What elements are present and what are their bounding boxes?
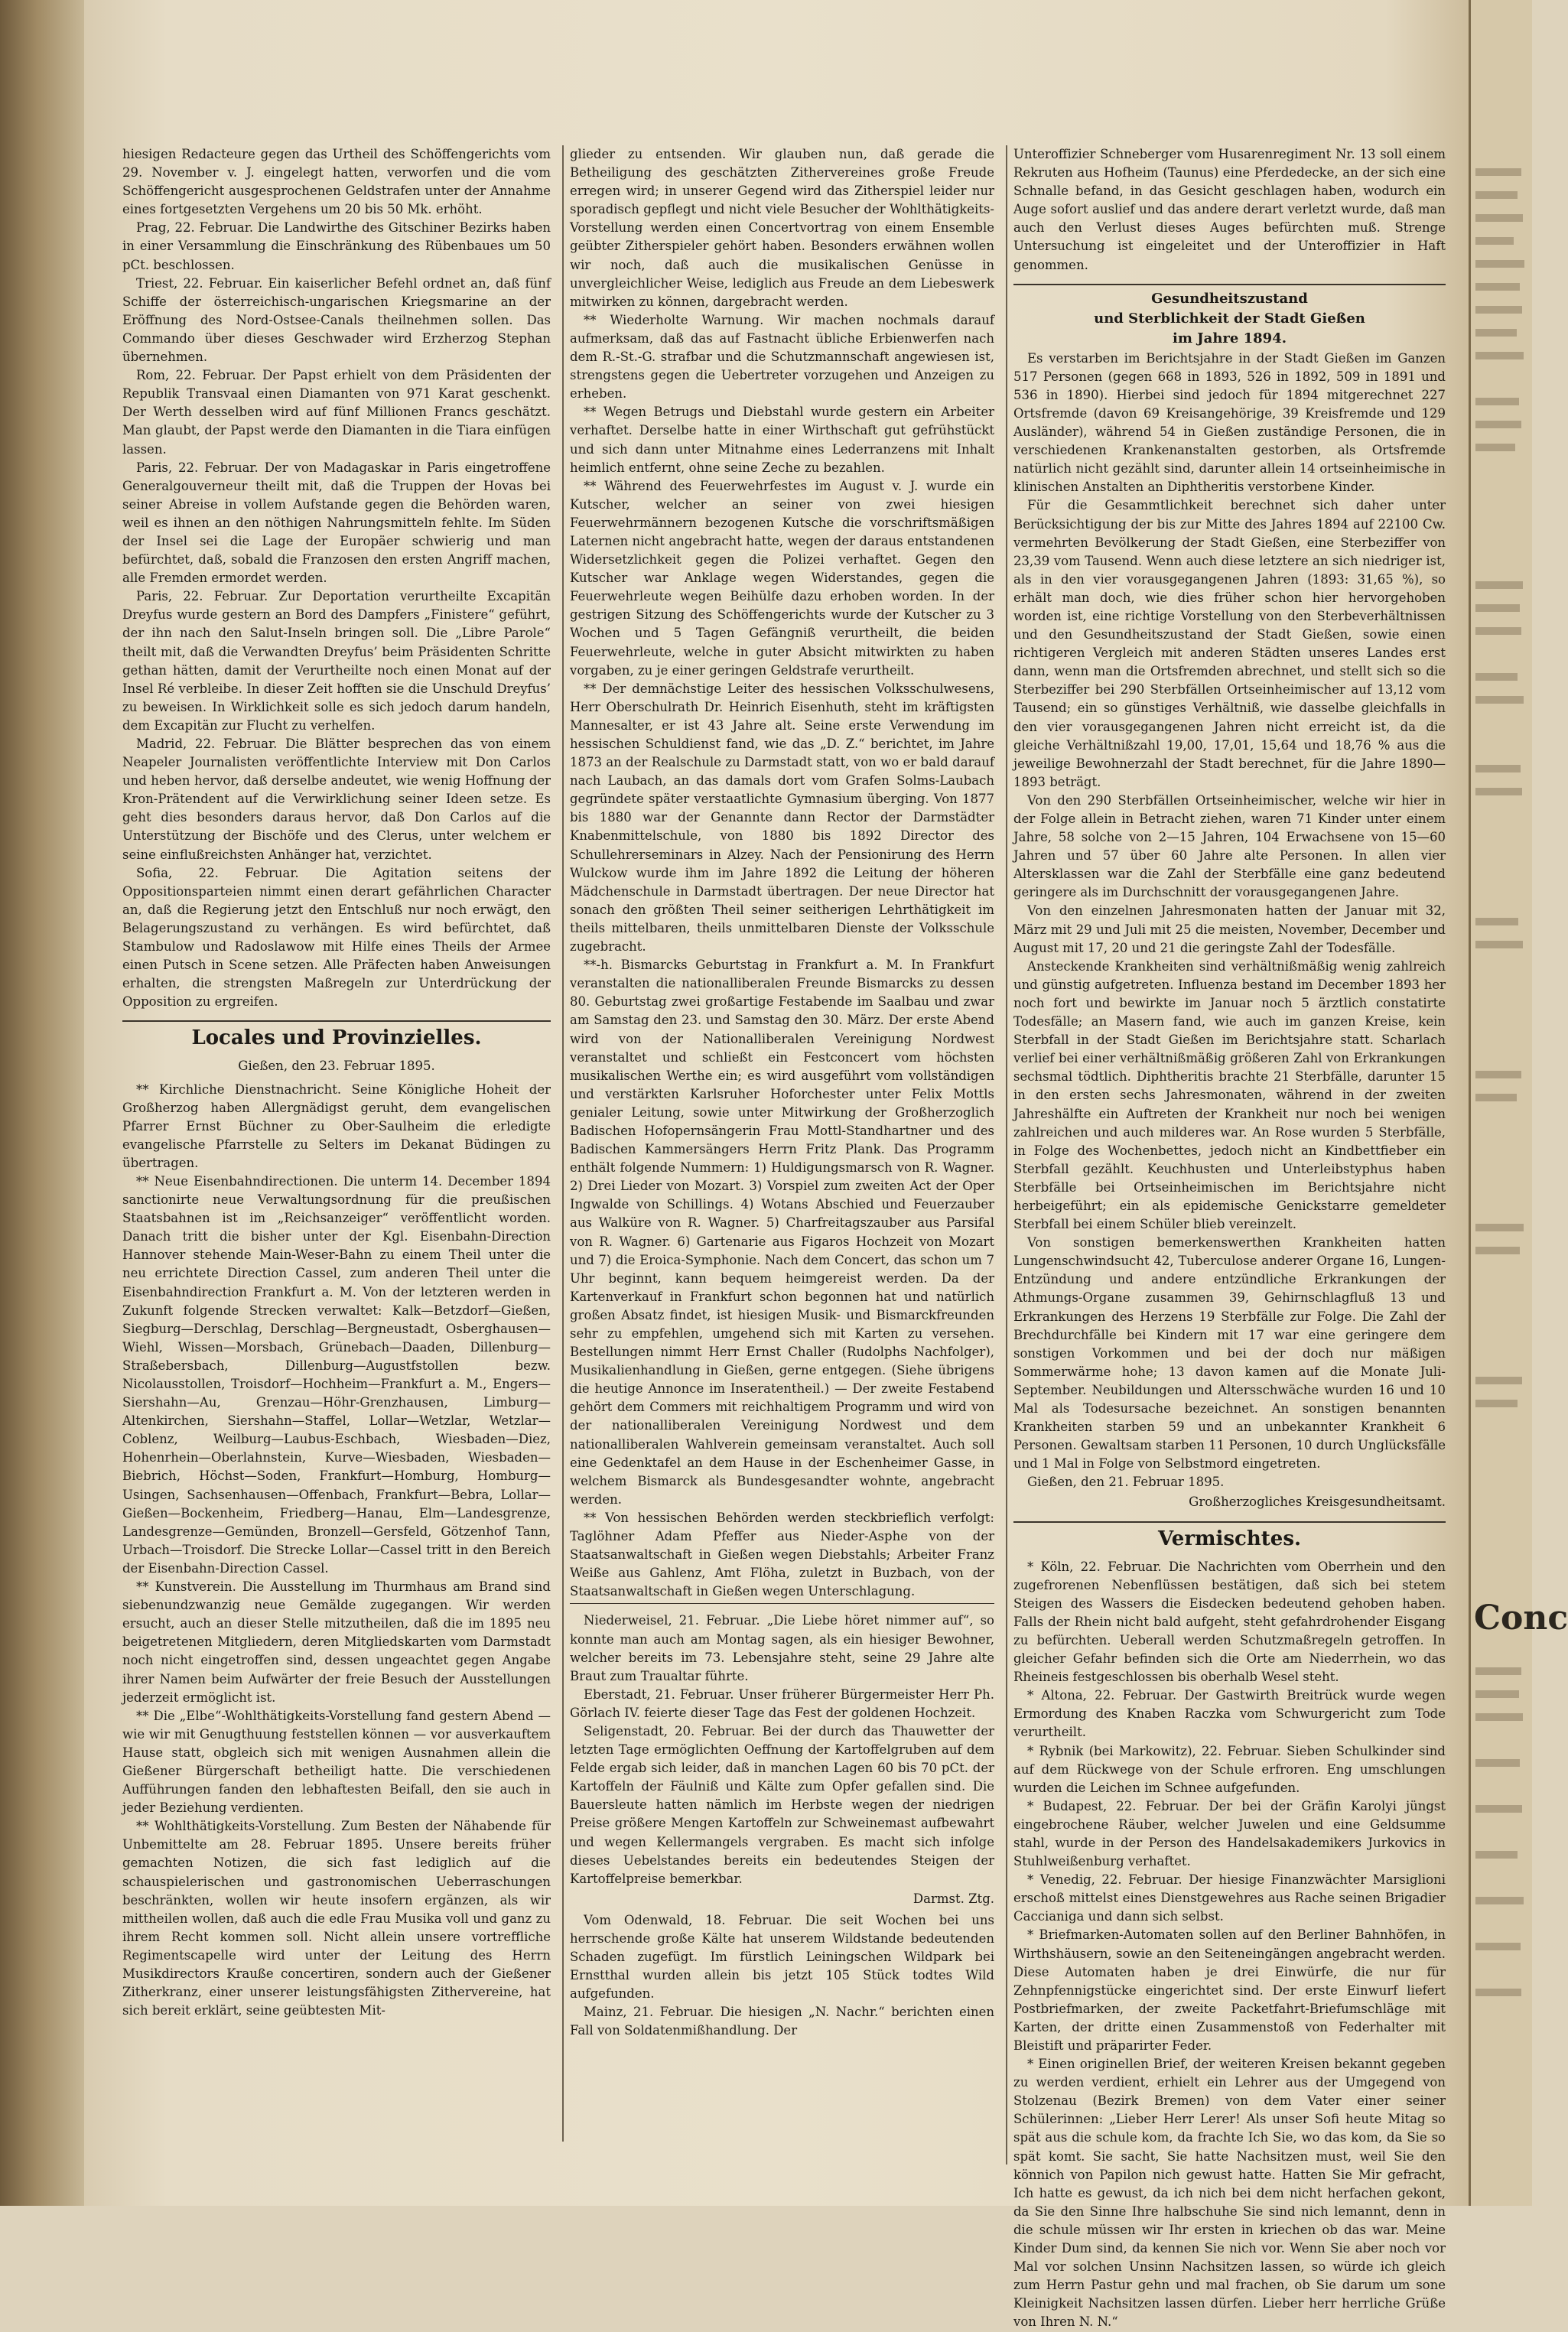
report-title: Gesundheitszustand (1151, 290, 1308, 307)
article-text: Sofia, 22. Februar. Die Agitation seitens der Oppositionsparteien nimmt einen derart gefährlichen Character an, daß die Regierung jetzt den Entschluß nur noch erwägt, den Belagerungszustand zu verhängen. Es wird befürchtet, daß Stambulow und Radoslawow mit Hilfe eines Theils der Armee einen Putsch in Scene setzen. Alle Präfecten haben Anweisungen erhalten, die strengsten Maßregeln zur Unterdrückung der Opposition zu ergreifen. (122, 865, 551, 1010)
article-text: ** Während des Feuerwehrfestes im August v. J. wurde ein Kutscher, welcher an seiner von zwei hiesigen Feuerwehrmännern bezogenen Kutsche die vorschriftsmäßigen Laternen nicht angebracht hatte, wegen der daraus entstandenen Widersetzlichkeit gegen die Polizei verhaftet. Gegen den Kutscher war Anklage wegen Widerstandes, gegen die Feuerwehrleute wegen Beihülfe dazu erhoben worden. In der gestrigen Sitzung des Schöffengerichts wurde der Kutscher zu 3 Wochen und 5 Tagen Gefängniß verurtheilt, die beiden Feuerwehrleute, welche in guter Absicht mitwirkten zu haben vorgaben, zu je einer geringen Geldstrafe verurtheilt. (570, 478, 994, 678)
article-text: Von den einzelnen Jahresmonaten hatten der Januar mit 32, März mit 29 und Juli mit 25 die meisten, November, December und August mit 17, 20 und 21 die geringste Zahl der Todesfälle. (1013, 903, 1446, 955)
column-rule-1 (562, 145, 564, 2142)
report-title: und Sterblichkeit der Stadt Gießen (1094, 310, 1365, 327)
section-rule (122, 1020, 551, 1022)
article-text: ** Kirchliche Dienstnachricht. Seine Königliche Hoheit der Großherzog haben Allergnädigst geruht, dem evangelischen Pfarrer Ernst Büchner zu Ober-Saulheim die erledigte evangelische Pfarrstelle zu Selters im Dekanat Büdingen zu übertragen. (122, 1081, 551, 1170)
article-text: * Altona, 22. Februar. Der Gastwirth Breitrück wurde wegen Ermordung des Knaben Raczka vom Schwurgericht zum Tode verurtheilt. (1013, 1688, 1446, 1740)
article-text: ** Die „Elbe“-Wohlthätigkeits-Vorstellung fand gestern Abend — wie wir mit Genugthuung feststellen können — vor ausverkauftem Hause statt, obgleich sich mit wenigen Ausnahmen allein die Gießener Bürgerschaft betheiligt hatte. Die verschiedenen Aufführungen fanden den lebhaftesten Beifall, den sie auch in jeder Beziehung verdienten. (122, 1708, 551, 1816)
article-text: * Köln, 22. Februar. Die Nachrichten vom Oberrhein und den zugefrorenen Nebenflüssen bestätigen, daß sich bei stetem Steigen des Wassers die Eisdecken bedeutend gehoben haben. Falls der Rhein nicht bald aufgeht, steht gefahrdrohender Eisgang zu befürchten. Ueberall werden Schutzmaßregeln getroffen. In gleicher Gefahr befinden sich die Orte am Niederrhein, wo das Rheineis festgeschlossen bis oberhalb Wesel steht. (1013, 1559, 1446, 1685)
section-title: Vermischtes. (1157, 1527, 1302, 1550)
article-text: Paris, 22. Februar. Der von Madagaskar in Paris eingetroffene Generalgouverneur theilt mit, daß die Truppen der Hovas bei seiner Abreise in vollem Aufstande gegen die Behörden waren, weil es ihnen an den nöthigen Nahrungsmitteln fehlte. Im Süden der Insel sei die Lage der Europäer schwierig und man befürchtet, daß, sobald die Franzosen den ersten Angriff machen, alle Fremden ermordet werden. (122, 460, 551, 586)
article-text: Unteroffizier Schneberger vom Husarenregiment Nr. 13 soll einem Rekruten aus Hofheim (Taunus) eine Pferdedecke, an der sich eine Schnalle befand, in das Gesicht geschlagen haben, wodurch ein Auge sofort auslief und das andere derart verletzt wurde, daß man auch den Verlust dieses Auges befürchten muß. Strenge Untersuchung ist eingeleitet und der Unteroffizier in Haft genommen. (1013, 147, 1446, 272)
article-text: Von sonstigen bemerkenswerthen Krankheiten hatten Lungenschwindsucht 42, Tuberculose anderer Organe 16, Lungen-Entzündung und andere entzündliche Erkrankungen der Athmungs-Organe zusammen 39, Gehirnschlagfluß 13 und Erkrankungen des Herzens 19 Sterbfälle zur Folge. Die Zahl der Brechdurchfälle bei Kindern mit 17 war eine geringere dem sonstigen Vorkommen und bei der doch nur mäßigen Sommerwärme hohe; 13 davon kamen auf die Monate Juli-September. Neubildungen und Altersschwäche wurden 16 und 10 Mal als Todesursache bezeichnet. An sonstigen benannten Krankheiten starben 59 und an unbekannter Krankheit 6 Personen. Gewaltsam starben 11 Personen, 10 durch Unglücksfälle und 1 Mal in Folge von Selbstmord eingetreten. (1013, 1235, 1446, 1472)
article-text: Eberstadt, 21. Februar. Unser früherer Bürgermeister Herr Ph. Görlach IV. feierte dieser Tage das Fest der goldenen Hochzeit. (570, 1686, 994, 1720)
article-text: ** Wiederholte Warnung. Wir machen nochmals darauf aufmerksam, daß das auf Fastnacht übliche Erbienwerfen nach dem R.-St.-G. strafbar und die Schutzmannschaft angewiesen ist, strengstens gegen die Uebertreter vorzugehen und Anzeigen zu erheben. (570, 312, 994, 402)
column-1 (122, 145, 551, 2134)
article-text: * Budapest, 22. Februar. Der bei der Gräfin Karolyi jüngst eingebrochene Räuber, welcher Juwelen und eine Geldsumme stahl, wurde in der Person des Handelsakademikers Jurkovics in Stuhlweißenburg verhaftet. (1013, 1798, 1446, 1869)
adjacent-page-edge (1469, 0, 1568, 2206)
article-text: Paris, 22. Februar. Zur Deportation verurtheilte Excapitän Dreyfus wurde gestern an Bord des Dampfers „Finistere“ geführt, der ihn nach den Salut-Inseln bringen soll. Die „Libre Parole“ theilt mit, daß die Verwandten Dreyfus’ beim Präsidenten Schritte gethan hätten, damit der Verurtheilte noch einen Monat auf der Insel Ré verbleibe. In dieser Zeit hofften sie die Unschuld Dreyfus’ zu beweisen. In Wirklichkeit solle es sich jedoch darum handeln, dem Excapitän zur Flucht zu verhelfen. (122, 589, 551, 733)
article-text: hiesigen Redacteure gegen das Urtheil des Schöffengerichts vom 29. November v. J. eingelegt hatten, verworfen und die vom Schöffengericht ausgesprochenen Geldstrafen unter der Annahme eines fortgesetzten Vergehens um 20 bis 50 Mk. erhöht. (122, 147, 551, 217)
book-spine (0, 0, 92, 2206)
article-text: Triest, 22. Februar. Ein kaiserlicher Befehl ordnet an, daß fünf Schiffe der österreichisch-ungarischen Kriegsmarine an der Eröffnung des Nord-Ostsee-Canals theilnehmen sollen. Das Commando über dieses Geschwader wird Erzherzog Stephan übernehmen. (122, 275, 551, 365)
dateline: Gießen, den 23. Februar 1895. (238, 1059, 435, 1074)
section-rule (1013, 1521, 1446, 1523)
article-text: Seligenstadt, 20. Februar. Bei der durch das Thauwetter der letzten Tage ermöglichten Oeffnung der Kartoffelgruben auf dem Felde ergab sich leider, daß in manchen Lagen 60 bis 70 pCt. der Kartoffeln der Fäulniß und Kälte zum Opfer gefallen sind. Die Bauersleute hatten nämlich im Herbste wegen der niedrigen Preise größere Mengen Kartoffeln zur Schweinemast aufbewahrt und wegen Kellermangels vergraben. Es macht sich infolge dieses Uebelstandes bereits ein bedeutendes Steigen der Kartoffelpreise bemerkbar. (570, 1723, 994, 1886)
article-text: ** Wohlthätigkeits-Vorstellung. Zum Besten der Nähabende für Unbemittelte am 28. Februar 1895. Unsere bereits früher gemachten Notizen, die sich fast lediglich auf die schauspielerischen und gastronomischen Ueberraschungen beschränkten, wollen wir heute insofern ergänzen, als wir mittheilen wollen, daß auch die edle Frau Musika voll und ganz zu ihrem Recht kommen soll. Nicht allein unsere vortreffliche Regimentscapelle wird unter der Leitung des Herrn Musikdirectors Krauße concertiren, sondern auch der Gießener Zitherkranz, einer unserer leistungsfähigsten Zithervereine, hat sich bereit erklärt, seine geübtesten Mit- (122, 1819, 551, 2018)
adjacent-page-heading: Conc (1474, 1599, 1568, 1638)
article-text: * Einen originellen Brief, der weiteren Kreisen bekannt gegeben zu werden verdient, erhielt ein Lehrer aus der Umgegend von Stolzenau (Bezirk Bremen) von dem Vater einer seiner Schülerinnen: „Lieber Herr Lerer! Als unser Sofi heute Mitag so spät aus die schule kom, da frachte Ich Sie, wo das kom, da Sie so spät komt. Sie sacht, Sie hatte Nachsitzen must, weil Sie den könnich von Papilon nich gewust hatte. Hatten Sie Mir gefracht, Ich hatte es gewust, da ich nich bei dem nicht herfachen gekont, da Sie den Sinne Ihre halbschuhe Sie sind nich lemannt, denn in die schule müssen wir Ihr ersten in kriechen ob das war. Meine Kinder Dum sind, da kennen Sie nich vor. Wenn Sie aber noch vor Mal vor solchen Unsinn Nachsitzen lassen, so würde ich gleich zum Herrn Pastur gehn und mal frachen, ob Sie darum um sone Kleinigkeit Nachsitzen lassen dürfen. Lieber herr herrliche Grüße von Ihren N. N.“ (1013, 2057, 1446, 2330)
article-text: **-h. Bismarcks Geburtstag in Frankfurt a. M. In Frankfurt veranstalten die nationalliberalen Freunde Bismarcks zu dessen 80. Geburtstag zwei großartige Festabende im Saalbau und zwar am Samstag den 23. und Samstag den 30. März. Der erste Abend wird von der Nationalliberalen Vereinigung Nordwest veranstaltet und schließt ein Festconcert vom höchsten musikalischen Werthe ein; es wird ausgeführt vom vollständigen und verstärkten Karlsruher Hoforchester unter Felix Mottls genialer Leitung, sowie unter Mitwirkung der Großherzoglich Badischen Hofopernsängerin Frau Mottl-Standhartner und des Badischen Kammersängers Herrn Fritz Plank. Das Programm enthält folgende Nummern: 1) Huldigungsmarsch von R. Wagner. 2) Drei Lieder von Mozart. 3) Vorspiel zum zweiten Act der Oper Ingwalde von Schillings. 4) Wotans Abschied und Feuerzauber aus Walküre von R. Wagner. 5) Charfreitagszauber aus Parsifal von R. Wagner. 6) Gartenarie aus Figaros Hochzeit von Mozart und 7) die Eroica-Symphonie. Nach dem Concert, das schon um 7 Uhr beginnt, kann bequem heimgereist werden. Da der Kartenverkauf in Frankfurt schon begonnen hat und natürlich großen Absatz findet, ist hiesigen Musik- und Bismarckfreunden sehr zu empfehlen, umgehend sich mit Karten zu versehen. Bestellungen nimmt Herr Ernst Challer (Rudolphs Nachfolger), Musikalienhandlung in Gießen, gerne entgegen. (Siehe übrigens die heutige Annonce im Inseratentheil.) — Der zweite Festabend gehört dem Commers mit reichhaltigem Programm und wird von der nationalliberalen Vereinigung Nordwest und dem nationalliberalen Wahlverein gemeinsam veranstaltet. Auch soll eine Gedenktafel an dem Hause in der Eschenheimer Gasse, in welchem Bismarck als Bundesgesandter wohnte, angebracht werden. (570, 958, 994, 1507)
source-credit: Darmst. Ztg. (912, 1891, 994, 1906)
article-text: * Venedig, 22. Februar. Der hiesige Finanzwächter Marsiglioni erschoß mittelst eines Dienstgewehres aus Rache seinen Brigadier Caccianiga und dann sich selbst. (1013, 1872, 1446, 1924)
article-text: Vom Odenwald, 18. Februar. Die seit Wochen bei uns herrschende große Kälte hat unserem Wildstande bedeutenden Schaden zugefügt. Im fürstlich Leiningschen Wildpark bei Ernstthal wurden allein bis jetzt 105 Stück todtes Wild aufgefunden. (570, 1912, 994, 2002)
article-text: Madrid, 22. Februar. Die Blätter besprechen das von einem Neapeler Journalisten veröffentlichte Interview mit Don Carlos und heben hervor, daß derselbe andeutet, wie wenig Hoffnung der Kron-Prätendent auf die Verwirklichung seiner Ideen setze. Es geht dies besonders daraus hervor, daß Don Carlos auf die Unterstützung der Bischöfe und des Clerus, unter welchem er seine einflußreichsten Anhänger hat, verzichtet. (122, 737, 551, 862)
article-text: Niederweisel, 21. Februar. „Die Liebe höret nimmer auf“, so konnte man auch am Montag sagen, als ein hiesiger Bewohner, welcher bereits im 73. Lebensjahre steht, seine 29 Jahre alte Braut zum Traualtar führte. (570, 1613, 994, 1683)
article-text: Rom, 22. Februar. Der Papst erhielt von dem Präsidenten der Republik Transvaal einen Diamanten von 971 Karat geschenkt. Der Werth desselben wird auf fünf Millionen Francs geschätzt. Man glaubt, der Papst werde den Diamanten in die Tiara einfügen lassen. (122, 368, 551, 457)
divider (570, 1603, 994, 1604)
column-3 (1013, 145, 1446, 2330)
column-2 (570, 145, 994, 2142)
article-text: Es verstarben im Berichtsjahre in der Stadt Gießen im Ganzen 517 Personen (gegen 668 in 1893, 526 in 1892, 509 in 1891 und 536 in 1890). Hierbei sind jedoch für 1894 mitgerechnet 227 Ortsfremde (davon 69 Kreisangehörige, 39 Kreisfremde und 129 Ausländer), während 54 in Gießen zuständige Personen, die in verschiedenen Krankenanstalten gestorben, als Ortsfremde natürlich nicht gezählt sind, darunter allein 14 ortseinheimische in klinischen Anstalten an Diphtheritis verstorbene Kinder. (1013, 350, 1446, 495)
article-text: Mainz, 21. Februar. Die hiesigen „N. Nachr.“ berichten einen Fall von Soldatenmißhandlung. Der (570, 2005, 994, 2038)
section-rule (1013, 284, 1446, 285)
article-text: ** Wegen Betrugs und Diebstahl wurde gestern ein Arbeiter verhaftet. Derselbe hatte in einer Wirthschaft gut gefrühstückt und sich dann unter Mitnahme eines Lederranzens mit Inhalt heimlich entfernt, ohne seine Zeche zu bezahlen. (570, 405, 994, 475)
article-text: Ansteckende Krankheiten sind verhältnißmäßig wenig zahlreich und günstig aufgetreten. Influenza bestand im December 1893 her noch fort und bewirkte im Januar noch 5 ärztlich constatirte Todesfälle; an Masern fand, wie auch im ganzen Kreise, kein Sterbfall in der Stadt Gießen im Berichtsjahre statt. Scharlach verlief bei einer verhältnißmäßig größeren Zahl von Erkrankungen sechsmal tödtlich. Diphtheritis brachte 21 Sterbfälle, darunter 15 in den ersten sechs Jahresmonaten, während in der zweiten Jahreshälfte ein Auftreten der Krankheit nur noch bei wenigen zahlreichen und auch milderes war. An Rose wurden 5 Sterbfälle, in Folge des Wochenbettes, jedoch nicht an Kindbettfieber ein Sterbfall gezählt. Keuchhusten und Unterleibstyphus haben Sterbfälle bei Ortseinheimischen im Berichtsjahre nicht herbeigeführt; ein als epidemische Genickstarre gemeldeter Sterbfall bei einem Schüler blieb vereinzelt. (1013, 958, 1446, 1232)
article-text: * Rybnik (bei Markowitz), 22. Februar. Sieben Schulkinder sind auf dem Rückwege von der Schule erfroren. Eng umschlungen wurden die Leichen im Schnee aufgefunden. (1013, 1743, 1446, 1795)
report-title: im Jahre 1894. (1173, 330, 1287, 346)
article-text: ** Von hessischen Behörden werden steckbrieflich verfolgt: Taglöhner Adam Pfeffer aus Nieder-Asphe von der Staatsanwaltschaft in Gießen wegen Diebstahls; Arbeiter Franz Weiße aus Gahlenz, Amt Flöha, zuletzt in Buzbach, von der Staatsanwaltschaft in Gießen wegen Unterschlagung. (570, 1510, 994, 1599)
article-text: ** Der demnächstige Leiter des hessischen Volksschulwesens, Herr Oberschulrath Dr. Heinrich Eisenhuth, steht im kräftigsten Mannesalter, er ist 43 Jahre alt. Seine erste Verwendung im hessischen Schuldienst fand, wie das „D. Z.“ berichtet, im Jahre 1873 an der Realschule zu Darmstadt statt, von wo er bald darauf nach Laubach, an das damals dort vom Grafen Solms-Laubach gegründete später verstaatlichte Gymnasium überging. Von 1877 bis 1880 war der Genannte dann Rector der Darmstädter Knabenmittelschule, von 1880 bis 1892 Director des Schullehrerseminars in Alzey. Nach der Pensionirung des Herrn Wulckow wurde ihm im Jahre 1892 die Leitung der höheren Mädchenschule in Darmstadt übertragen. Der neue Director hat sonach den größten Theil seiner seitherigen Lehrthätigkeit im theils mittelbaren, theils unmittelbaren Dienste der Volksschule zugebracht. (570, 681, 994, 955)
article-text: glieder zu entsenden. Wir glauben nun, daß gerade die Betheiligung des geschätzten Zithervereines große Freude erregen wird; in unserer Gegend wird das Zitherspiel leider nur sporadisch gepflegt und nicht viele Besucher der Wohlthätigkeits-Vorstellung werden einen Concertvortrag von einem Ensemble geübter Zitherspieler gehört haben. Besonders erwähnen wollen wir noch, daß auch die musikalischen Genüsse in unvergleichlicher Weise, lediglich aus Freude an dem Liebeswerk mitwirken zu können, dargebracht werden. (570, 147, 994, 309)
column-rule-2 (1006, 145, 1007, 2164)
report-signature: Großherzogliches Kreisgesundheitsamt. (1189, 1494, 1446, 1510)
article-text: ** Kunstverein. Die Ausstellung im Thurmhaus am Brand sind siebenundzwanzig neue Gemälde zugegangen. Wir werden ersucht, auch an dieser Stelle mitzutheilen, daß die im 1895 neu beigetretenen Mitgliedern, deren Mitgliedskarten vom Darmstadt noch nicht eingetroffen sind, dessen ungeachtet gegen Angabe ihrer Namen beim Aufwärter der freie Besuch der Ausstellungen jederzeit ermöglicht ist. (122, 1579, 551, 1705)
article-text: Für die Gesammtlichkeit berechnet sich daher unter Berücksichtigung der bis zur Mitte des Jahres 1894 auf 22100 Cw. vermehrten Bevölkerung der Stadt Gießen, eine Sterbeziffer von 23,39 vom Tausend. Wenn auch diese letztere an sich niedriger ist, als in den vier vorausgegangenen Jahren (1893: 31,65 %), so erhält man doch, wie dies früher schon hier hervorgehoben worden ist, eine richtige Vorstellung von den Sterbeverhältnissen und den Gesundheitszustand der Stadt Gießen, sowie einen richtigeren Vergleich mit anderen Städten unseres Landes erst dann, wenn man die Ortsfremden abrechnet, und stellt sich so die Sterbeziffer bei 290 Sterbfällen Ortseinheimischer auf 13,12 vom Tausend; ein so günstiges Verhältniß, wie dasselbe gleichfalls in den vier vorausgegangenen Jahren nicht erreicht ist, da die gleiche Verhältnißzahl 19,00, 17,01, 15,64 und 18,76 % aus die jeweilige Bewohnerzahl der Stadt berechnet, für die Jahre 1890—1893 beträgt. (1013, 498, 1446, 789)
section-title: Locales und Provinzielles. (191, 1026, 482, 1050)
dateline: Gießen, den 21. Februar 1895. (1027, 1475, 1225, 1490)
article-text: ** Neue Eisenbahndirectionen. Die unterm 14. December 1894 sanctionirte neue Verwaltungsordnung für die preußischen Staatsbahnen ist im „Reichsanzeiger“ veröffentlicht worden. Danach tritt die bisher unter der Kgl. Eisenbahn-Direction Hannover stehende Main-Weser-Bahn zu einem Theil unter die neu errichtete Direction Cassel, zum anderen Theil unter die Eisenbahndirection Frankfurt a. M. Von der letzteren werden in Zukunft folgende Strecken verwaltet: Kalk—Betzdorf—Gießen, Siegburg—Derschlag, Derschlag—Bergneustadt, Osberghausen—Wiehl, Wissen—Morsbach, Grünebach—Daaden, Dillenburg—Straßebersbach, Dillenburg—Augustfstollen bezw. Nicolausstollen, Troisdorf—Hochheim—Frankfurt a. M., Engers—Siershahn—Au, Grenzau—Höhr-Grenzhausen, Limburg—Altenkirchen, Siershahn—Staffel, Lollar—Wetzlar, Wetzlar—Coblenz, Weilburg—Laubus-Eschbach, Wiesbaden—Diez, Hohenrhein—Oberlahnstein, Kurve—Wiesbaden, Wiesbaden—Biebrich, Höchst—Soden, Frankfurt—Homburg, Homburg—Usingen, Sachsenhausen—Offenbach, Frankfurt—Bebra, Lollar—Gießen—Bockenheim, Friedberg—Hanau, Elm—Landesgrenze, Landesgrenze—Gemünden, Bronzell—Gersfeld, Götzenhof Tann, Urbach—Troisdorf. Die Strecke Lollar—Cassel tritt in den Bereich der Eisenbahn-Direction Cassel. (122, 1173, 551, 1576)
article-text: Von den 290 Sterbfällen Ortseinheimischer, welche wir hier in der Folge allein in Betracht ziehen, waren 71 Kinder unter einem Jahre, 58 solche von 2—15 Jahren, 104 Erwachsene von 15—60 Jahren und 57 über 60 Jahre alte Personen. In allen vier Altersklassen war die Zahl der Sterbfälle eine ganz bedeutend geringere als im Durchschnitt der vorausgegangenen Jahre. (1013, 792, 1446, 900)
article-text: * Briefmarken-Automaten sollen auf den Berliner Bahnhöfen, in Wirthshäusern, sowie an den Seiteneingängen angebracht werden. Diese Automaten haben je drei Einwürfe, die nur für Zehnpfennigstücke eingerichtet sind. Der erste Einwurf liefert Postbriefmarken, der zweite Packetfahrt-Briefumschläge mit Karten, der dritte einen Zusammenstoß von Federhalter mit Bleistift und präparirter Feder. (1013, 1927, 1446, 2053)
article-text: Prag, 22. Februar. Die Landwirthe des Gitschiner Bezirks haben in einer Versammlung die Einschränkung des Rübenbaues um 50 pCt. beschlossen. (122, 220, 551, 272)
